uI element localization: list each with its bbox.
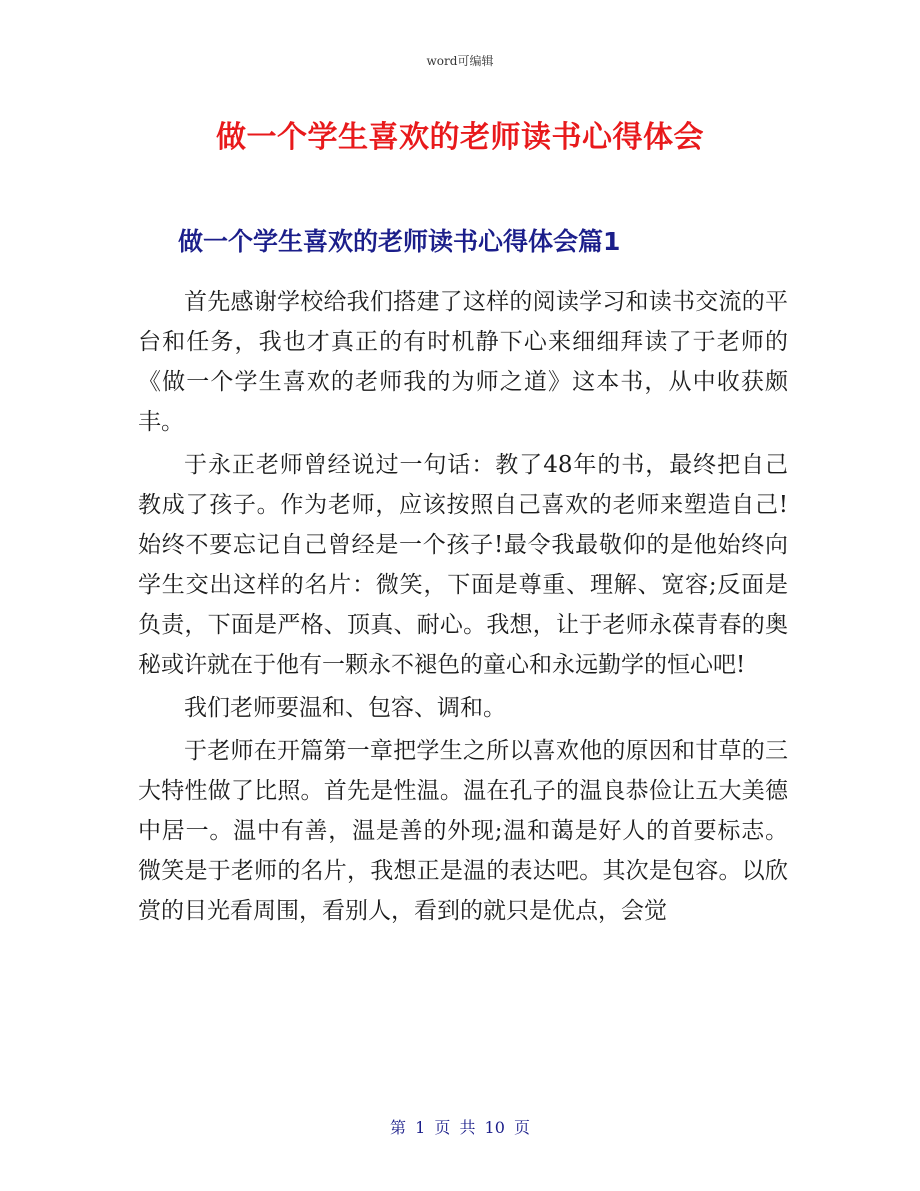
paragraph: 于永正老师曾经说过一句话：教了48年的书，最终把自己教成了孩子。作为老师，应该按照自己喜欢的老师来塑造自己!始终不要忘记自己曾经是一个孩子!最令我最敬仰的是他始终向学生交出这样的名片：微笑，下面是尊重、理解、宽容;反面是负责，下面是严格、顶真、耐心。我想，让于老师永葆青春的奥秘或许就在于他有一颗永不褪色的童心和永远勤学的恒心吧! — [138, 452, 788, 678]
paragraph: 首先感谢学校给我们搭建了这样的阅读学习和读书交流的平台和任务，我也才真正的有时机静下心来细细拜读了于老师的《做一个学生喜欢的老师我的为师之道》这本书，从中收获颇丰。 — [138, 289, 788, 435]
page-number-footer: 第 1 页 共 10 页 — [390, 1118, 530, 1137]
header-note: word可编辑 — [426, 54, 494, 68]
paragraph: 于老师在开篇第一章把学生之所以喜欢他的原因和甘草的三大特性做了比照。首先是性温。温在孔子的温良恭俭让五大美德中居一。温中有善，温是善的外现;温和蔼是好人的首要标志。微笑是于老师的名片，我想正是温的表达吧。其次是包容。以欣赏的目光看周围，看别人，看到的就只是优点，会觉 — [138, 738, 788, 924]
document-title: 做一个学生喜欢的老师读书心得体会 — [216, 120, 704, 155]
document-body — [138, 282, 788, 931]
section-heading: 做一个学生喜欢的老师读书心得体会篇1 — [178, 227, 621, 256]
paragraph: 我们老师要温和、包容、调和。 — [184, 695, 506, 721]
